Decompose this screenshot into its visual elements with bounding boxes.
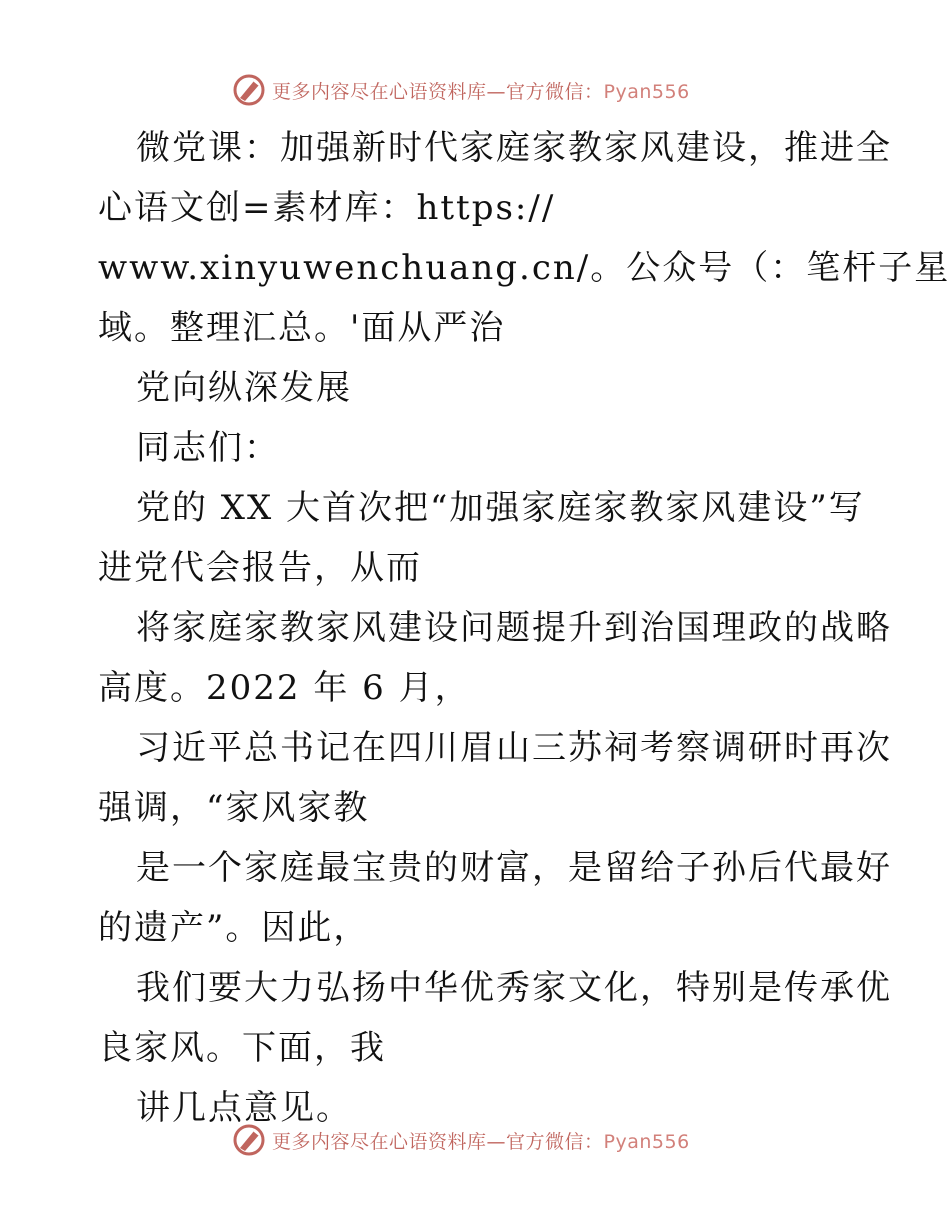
pen-logo-icon — [232, 73, 266, 107]
doc-line: 同志们： — [136, 428, 280, 468]
doc-line: 党的 XX 大首次把“加强家庭家教家风建设”写 — [136, 488, 865, 528]
doc-line: 微党课：加强新时代家庭家教家风建设，推进全 — [136, 128, 892, 168]
doc-line: 讲几点意见。 — [136, 1088, 352, 1128]
document-body — [98, 118, 950, 1138]
doc-line: 我们要大力弘扬中华优秀家文化，特别是传承优 — [136, 968, 892, 1008]
doc-line: 良家风。下面，我 — [98, 1028, 386, 1068]
pen-logo-icon — [232, 1123, 266, 1157]
banner-text — [272, 77, 690, 104]
banner-label: 更多内容尽在心语资料库—官方微信： — [272, 80, 604, 103]
doc-line: 习近平总书记在四川眉山三苏祠考察调研时再次 — [136, 728, 892, 768]
doc-line: 高度。2022 年 6 月， — [98, 668, 471, 708]
doc-line: 强调，“家风家教 — [98, 788, 370, 828]
doc-line: 进党代会报告，从而 — [98, 548, 422, 588]
wechat-handle: Pyan556 — [603, 1130, 690, 1153]
doc-line: 域。整理汇总。'面从严治 — [98, 308, 506, 348]
doc-line: 心语文创=素材库：https:// — [98, 188, 556, 228]
doc-line: 将家庭家教家风建设问题提升到治国理政的战略 — [136, 608, 892, 648]
doc-line: 的遗产”。因此， — [98, 908, 370, 948]
banner-label: 更多内容尽在心语资料库—官方微信： — [272, 1130, 604, 1153]
doc-line: www.xinyuwenchuang.cn/。公众号（：笔杆子星 — [98, 248, 950, 288]
doc-line: 是一个家庭最宝贵的财富，是留给子孙后代最好 — [136, 848, 892, 888]
wechat-handle: Pyan556 — [603, 80, 690, 103]
footer-banner — [232, 1120, 690, 1160]
doc-line: 党向纵深发展 — [136, 368, 352, 408]
header-banner — [232, 70, 690, 110]
banner-text — [272, 1127, 690, 1154]
